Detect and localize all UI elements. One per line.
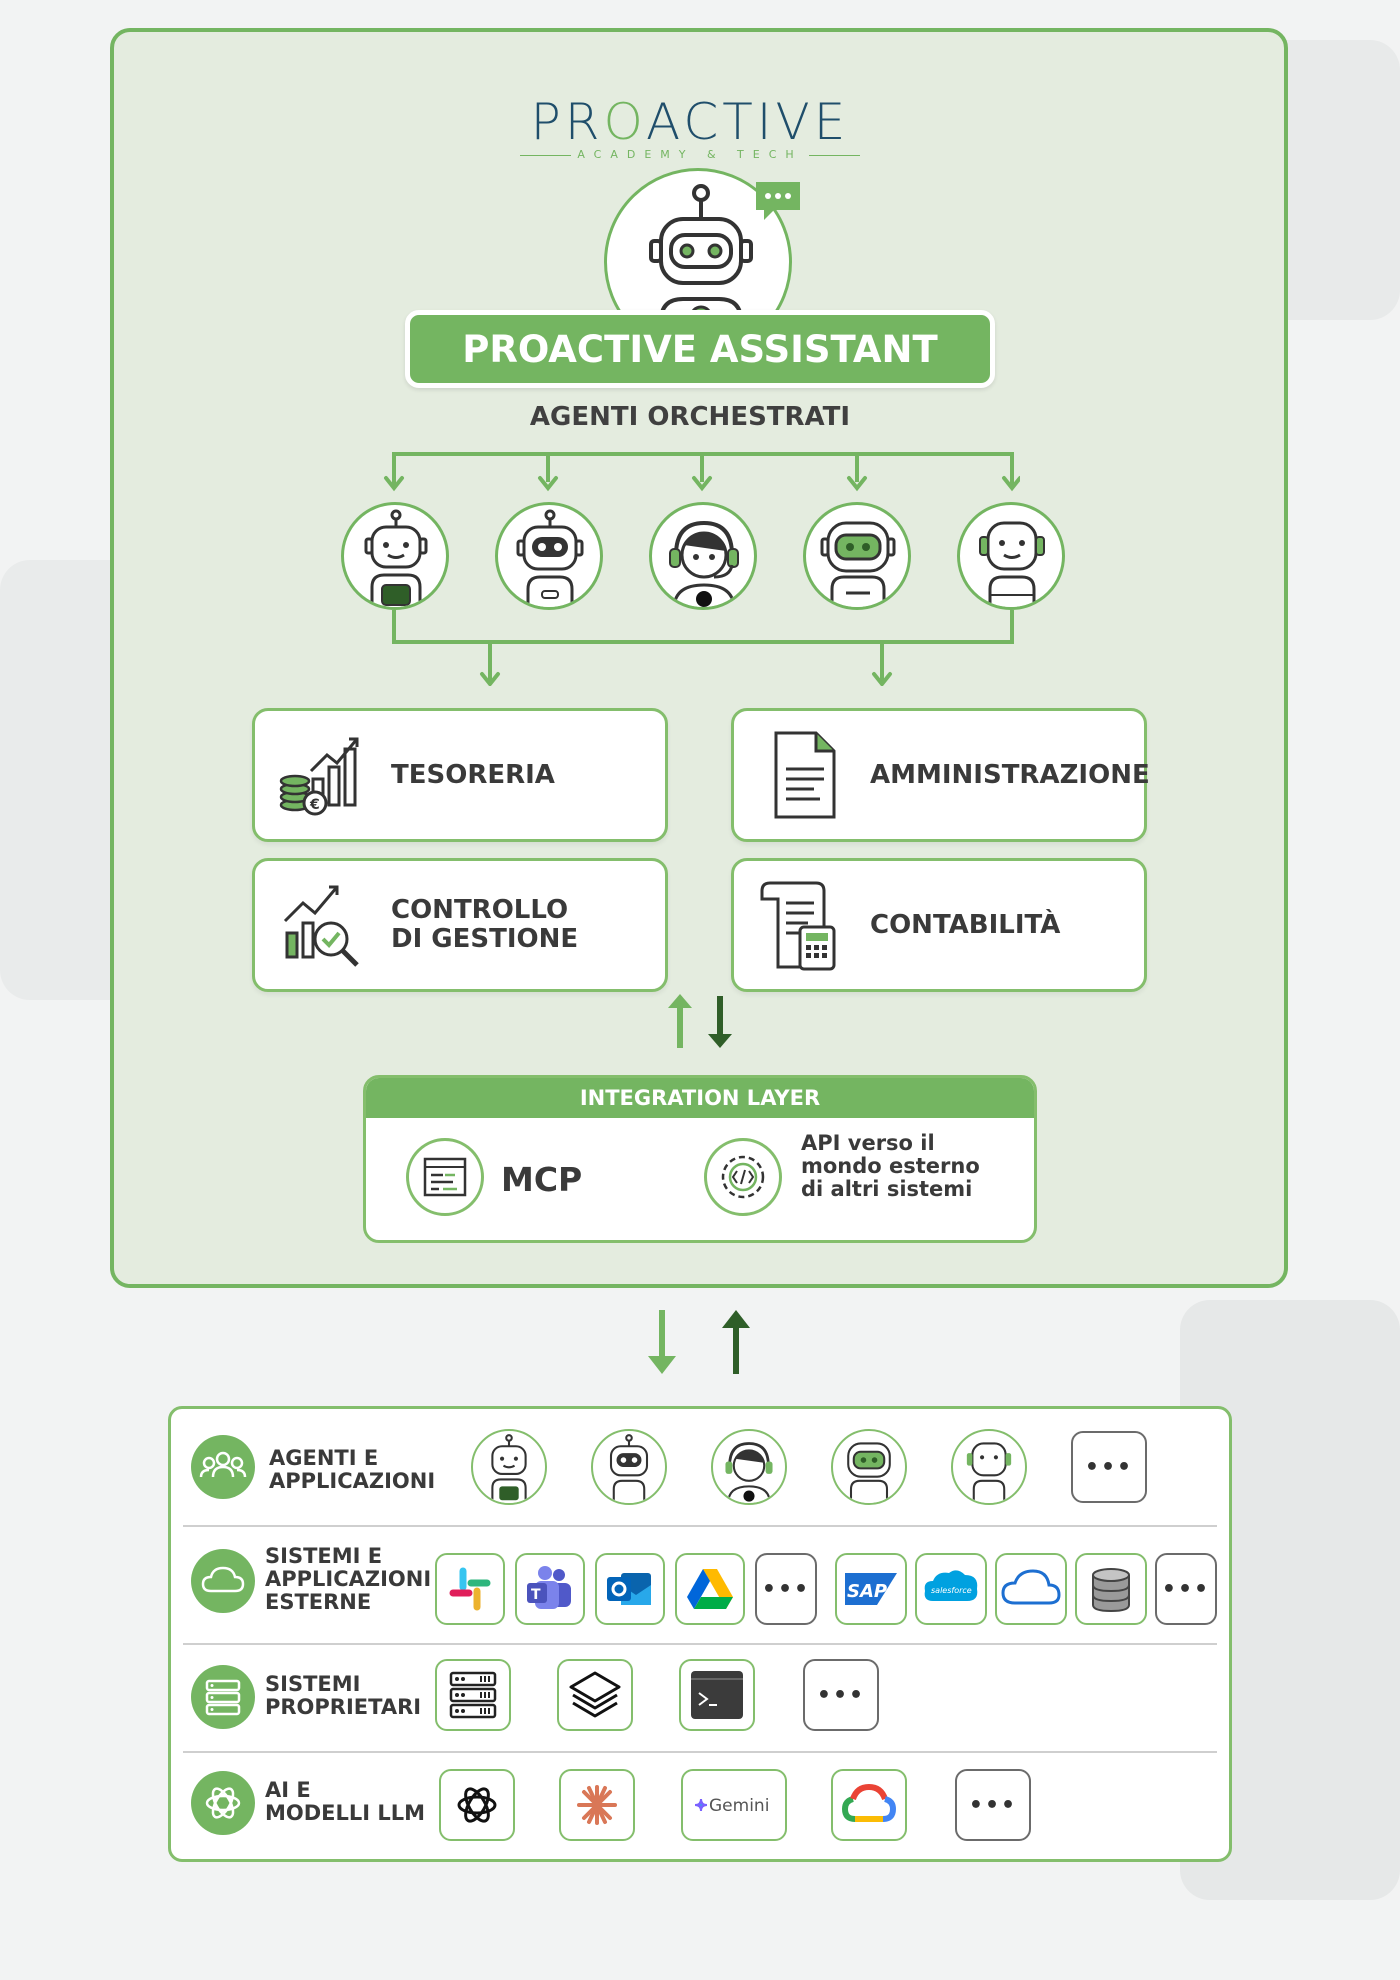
row-divider [183,1751,1217,1753]
invoice-calculator-icon [754,877,850,973]
card-label: TESORERIA [391,759,555,790]
card-controllo-di-gestione [252,858,668,992]
analytics-search-icon [275,877,371,973]
svg-text:salesforce: salesforce [931,1586,972,1595]
terminal-icon [679,1659,755,1731]
openai-icon [191,1771,255,1835]
teams-icon [515,1553,585,1625]
integration-layer-header: INTEGRATION LAYER [366,1078,1034,1118]
outlook-icon [595,1553,665,1625]
card-label: CONTABILITÀ [870,909,1061,940]
agent-robot-2-icon [591,1429,667,1505]
more-agents-tile[interactable]: ••• [1071,1431,1147,1503]
database-icon [1075,1553,1147,1625]
treasury-chart-icon [275,727,371,823]
google-drive-icon [675,1553,745,1625]
agent-robot-2-icon [495,502,603,610]
agent-robot-4-icon [831,1429,907,1505]
agent-robot-4-icon [803,502,911,610]
card-contabilita [731,858,1147,992]
svg-text:€: € [310,797,320,813]
agent-headset-icon [649,502,757,610]
terminal-window-icon [406,1138,484,1216]
svg-text:Gemini: Gemini [709,1796,770,1816]
panel-link-arrows-icon [646,1308,756,1376]
card-amministrazione [731,708,1150,842]
agent-robot-1-icon [341,502,449,610]
agent-robot-5-icon [951,1429,1027,1505]
more-tools-tile[interactable]: ••• [755,1553,817,1625]
agent-robot-5-icon [957,502,1065,610]
logo-tagline: ACADEMY & TECH [577,148,803,161]
salesforce-icon [915,1553,987,1625]
slack-icon [435,1553,505,1625]
card-label: CONTROLLO DI GESTIONE [391,895,579,954]
svg-text:T: T [531,1587,541,1603]
category-label: SISTEMI PROPRIETARI [265,1672,422,1719]
integration-layer [363,1075,1037,1243]
category-label: SISTEMI E APPLICAZIONI ESTERNE [265,1544,432,1614]
card-label: AMMINISTRAZIONE [870,759,1150,790]
server-rack-icon [435,1659,511,1731]
svg-text:SAP: SAP [847,1581,888,1602]
row-divider [183,1643,1217,1645]
chatgpt-icon [439,1769,515,1841]
proactive-logo: PROACTIVE ACADEMY & TECH [520,96,860,162]
sap-icon [835,1553,907,1625]
category-label: AI E MODELLI LLM [265,1778,426,1825]
assistant-title: PROACTIVE ASSISTANT [405,310,995,388]
agent-headset-icon [711,1429,787,1505]
more-llm-tile[interactable]: ••• [955,1769,1031,1841]
card-tesoreria [252,708,668,842]
agent-robot-1-icon [471,1429,547,1505]
row-divider [183,1525,1217,1527]
more-systems-tile[interactable]: ••• [1155,1553,1217,1625]
layers-icon [557,1659,633,1731]
mcp-label: MCP [501,1160,583,1199]
gemini-icon [681,1769,787,1841]
cloud-service-icon [995,1553,1067,1625]
document-icon [754,727,850,823]
orchestrated-agents-heading: AGENTI ORCHESTRATI [529,402,851,432]
api-gear-icon [704,1138,782,1216]
chat-bubble-icon [752,178,804,222]
cloud-icon [191,1549,255,1613]
more-proprietary-tile[interactable]: ••• [803,1659,879,1731]
ecosystem-panel [168,1406,1232,1862]
api-label: API verso il mondo esterno di altri sistemi [801,1131,980,1201]
google-cloud-icon [831,1769,907,1841]
category-label: AGENTI E APPLICAZIONI [269,1446,436,1493]
bidirectional-arrows-icon [664,992,736,1052]
claude-icon [559,1769,635,1841]
server-icon [191,1665,255,1729]
people-icon [191,1435,255,1499]
